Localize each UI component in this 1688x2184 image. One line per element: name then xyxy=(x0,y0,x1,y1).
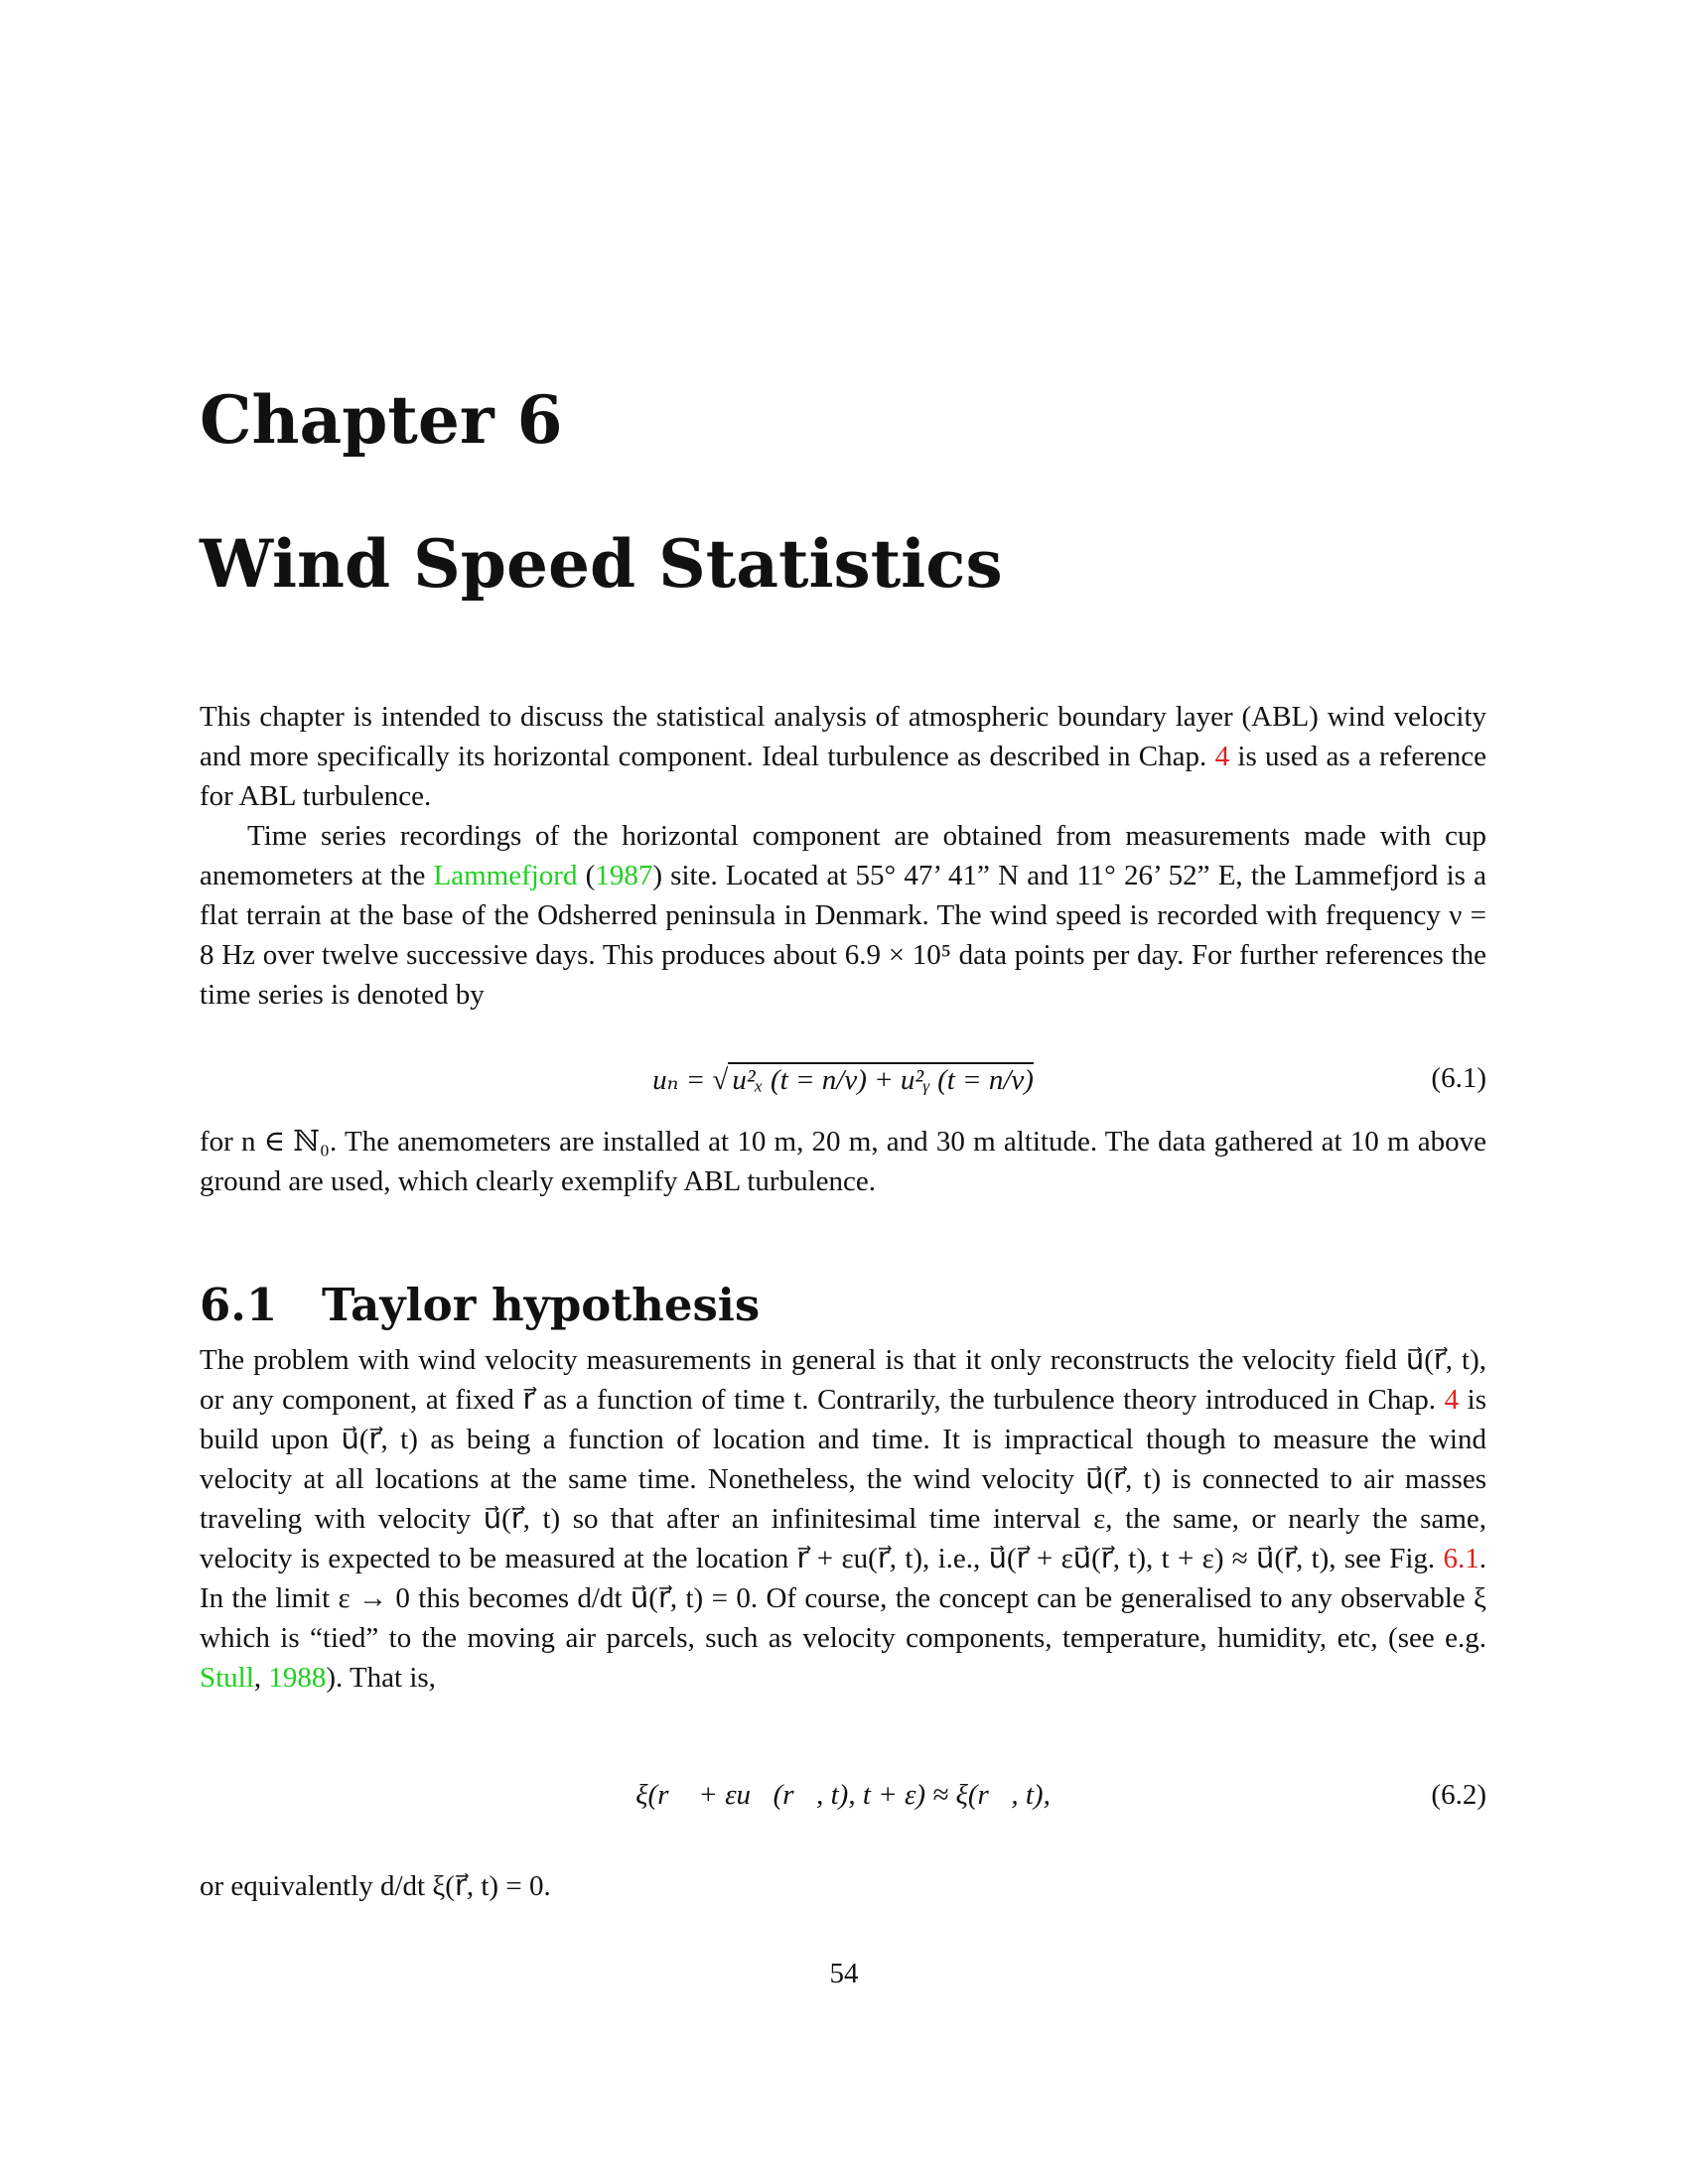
chapter-ref-link[interactable]: 4 xyxy=(1214,741,1230,772)
citation-lammefjord[interactable]: Lammefjord xyxy=(433,860,578,891)
intro-text xyxy=(200,697,1486,1015)
figure-ref-link[interactable]: 6.1 xyxy=(1443,1543,1479,1574)
equation-6-2: ξ(r⃗ + εu⃗(r⃗, t), t + ε) ≈ ξ(r⃗, t), (6.2) xyxy=(635,1779,1486,1811)
taylor-paragraph-2: or equivalently d/dt ξ(r⃗, t) = 0. xyxy=(200,1870,551,1902)
taylor-paragraph-1: The problem with wind velocity measurements in general is that it only reconstructs the velocity field u⃗(r⃗, t), or any component, at fixed r⃗ as a function of time t. Contrarily, the turbulence theory introduced in Chap. 4 is build upon u⃗(r⃗, t) as being a function of location and time. It is impractical though to measure the wind velocity at all locations at the same time. Nonetheless, the wind velocity u⃗(r⃗, t) is connected to air masses traveling with velocity u⃗(r⃗, t) so that after an infinitesimal time interval ε, the same, or nearly the same, velocity is expected to be measured at the location r⃗ + εu(r⃗, t), i.e., u⃗(r⃗ + εu⃗(r⃗, t), t + ε) ≈ u⃗(r⃗, t), see Fig. 6.1. In the limit ε → 0 this becomes d/dt u⃗(r⃗, t) = 0. Of course, the concept can be generalised to any observable ξ which is “tied” to the moving air parcels, such as velocity components, temperature, humidity, etc, (see e.g. Stull, 1988). That is, xyxy=(200,1344,1486,1694)
equation-number: (6.1) xyxy=(1431,1062,1486,1094)
chapter-label: Chapter 6 xyxy=(200,381,563,459)
citation-stull-year[interactable]: 1988 xyxy=(268,1662,327,1694)
equation-6-1: uₙ = √ u²ₓ (t = n/ν) + u²ᵧ (t = n/ν) (6.1) xyxy=(652,1062,1486,1096)
equation-number: (6.2) xyxy=(1431,1779,1486,1811)
citation-stull[interactable]: Stull xyxy=(200,1662,254,1694)
page-number: 54 xyxy=(829,1958,859,1989)
intro-paragraph-2: Time series recordings of the horizontal component are obtained from measurements made with cup anemometers at the Lammefjord (1987) site. Located at 55° 47’ 41” N and 11° 26’ 52” E, the Lammefjord is a flat terrain at the base of the Odsherred peninsula in Denmark. The wind speed is recorded with frequency ν = 8 Hz over twelve successive days. This produces about 6.9 × 10⁵ data points per day. For further references the time series is denoted by xyxy=(200,820,1486,1011)
intro-paragraph-1: This chapter is intended to discuss the statistical analysis of atmospheric boundary layer (ABL) wind velocity and more specifically its horizontal component. Ideal turbulence as described in Chap. 4 is used as a reference for ABL turbulence. xyxy=(200,701,1486,812)
citation-lammefjord-year[interactable]: 1987 xyxy=(595,860,653,891)
chapter-title: Wind Speed Statistics xyxy=(200,525,1003,603)
intro-paragraph-3: for n ∈ ℕ₀. The anemometers are installed at 10 m, 20 m, and 30 m altitude. The data gathered at 10 m above ground are used, which clearly exemplify ABL turbulence. xyxy=(200,1126,1486,1197)
section-heading: 6.1 Taylor hypothesis xyxy=(200,1279,761,1331)
chapter-ref-link[interactable]: 4 xyxy=(1444,1384,1460,1416)
